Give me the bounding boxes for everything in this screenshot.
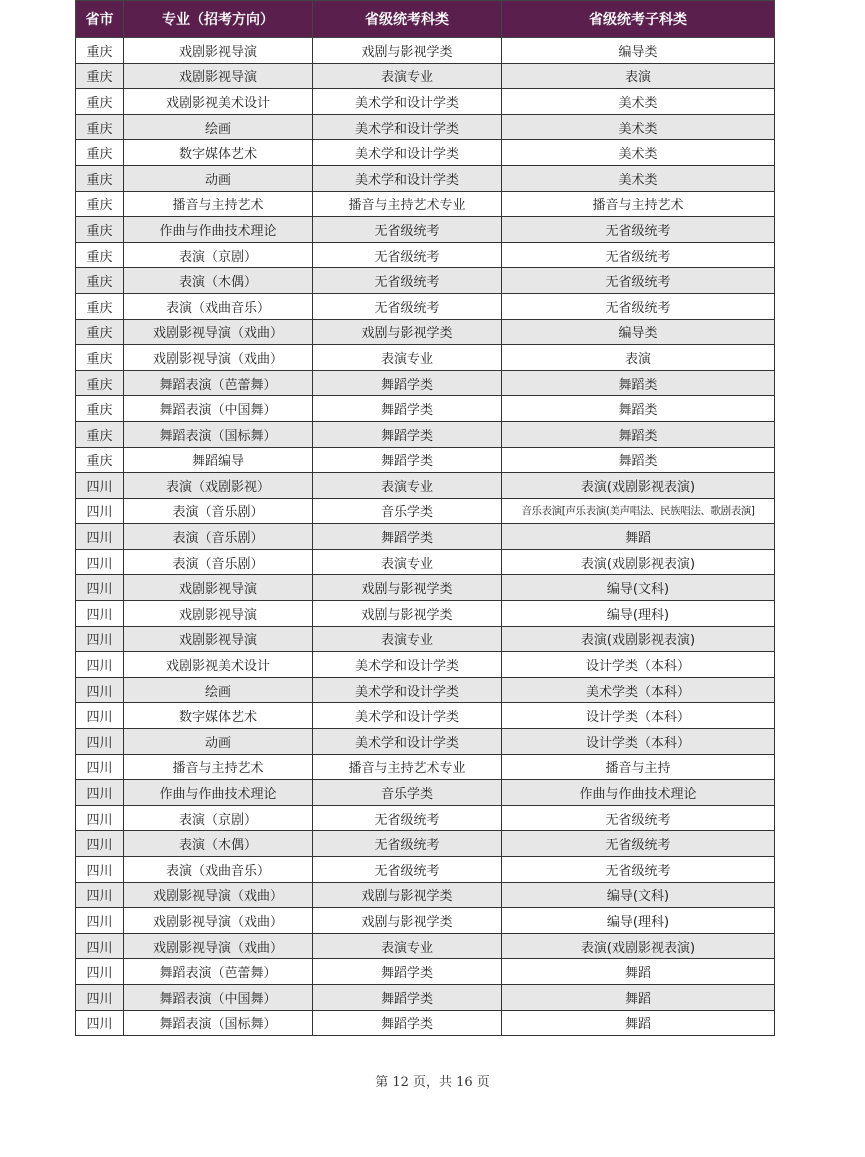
cell-major: 戏剧影视导演（戏曲） [124, 882, 313, 908]
cell-major: 绘画 [124, 114, 313, 140]
cell-province: 四川 [76, 959, 124, 985]
cell-exam-category: 表演专业 [313, 63, 502, 89]
table-row [76, 38, 775, 64]
cell-province: 重庆 [76, 319, 124, 345]
table-row [76, 191, 775, 217]
cell-exam-subcategory: 设计学类（本科） [502, 703, 775, 729]
table-row [76, 703, 775, 729]
cell-province: 重庆 [76, 268, 124, 294]
cell-exam-subcategory: 设计学类（本科） [502, 729, 775, 755]
cell-exam-category: 音乐学类 [313, 498, 502, 524]
cell-major: 播音与主持艺术 [124, 191, 313, 217]
cell-exam-subcategory: 编导(文科) [502, 882, 775, 908]
table-row [76, 524, 775, 550]
cell-exam-category: 美术学和设计学类 [313, 165, 502, 191]
cell-exam-subcategory: 无省级统考 [502, 805, 775, 831]
cell-province: 四川 [76, 754, 124, 780]
cell-exam-category: 无省级统考 [313, 268, 502, 294]
table-row [76, 63, 775, 89]
table-row [76, 677, 775, 703]
cell-province: 四川 [76, 780, 124, 806]
cell-exam-category: 表演专业 [313, 626, 502, 652]
cell-exam-subcategory: 舞蹈类 [502, 370, 775, 396]
cell-province: 四川 [76, 984, 124, 1010]
table-row [76, 805, 775, 831]
header-row [76, 1, 775, 38]
cell-major: 戏剧影视导演（戏曲） [124, 345, 313, 371]
cell-exam-category: 无省级统考 [313, 831, 502, 857]
table-row [76, 473, 775, 499]
table-row [76, 1010, 775, 1036]
cell-major: 舞蹈表演（芭蕾舞） [124, 370, 313, 396]
table-row [76, 959, 775, 985]
cell-province: 重庆 [76, 191, 124, 217]
cell-exam-category: 无省级统考 [313, 217, 502, 243]
cell-province: 四川 [76, 677, 124, 703]
cell-exam-category: 表演专业 [313, 933, 502, 959]
header-exam-category: 省级统考科类 [313, 1, 502, 38]
table-row [76, 421, 775, 447]
cell-province: 四川 [76, 933, 124, 959]
admissions-table-container [75, 0, 774, 1036]
cell-major: 作曲与作曲技术理论 [124, 780, 313, 806]
header-major: 专业（招考方向） [124, 1, 313, 38]
cell-major: 表演（京剧） [124, 805, 313, 831]
cell-exam-category: 播音与主持艺术专业 [313, 191, 502, 217]
cell-major: 舞蹈表演（国标舞） [124, 1010, 313, 1036]
cell-province: 重庆 [76, 217, 124, 243]
table-row [76, 396, 775, 422]
cell-exam-subcategory: 播音与主持 [502, 754, 775, 780]
cell-exam-subcategory: 作曲与作曲技术理论 [502, 780, 775, 806]
cell-exam-category: 美术学和设计学类 [313, 729, 502, 755]
cell-exam-category: 无省级统考 [313, 293, 502, 319]
cell-exam-category: 美术学和设计学类 [313, 703, 502, 729]
cell-province: 重庆 [76, 370, 124, 396]
table-row [76, 601, 775, 627]
cell-exam-subcategory: 舞蹈 [502, 959, 775, 985]
table-header [76, 1, 775, 38]
cell-exam-subcategory: 编导(理科) [502, 908, 775, 934]
cell-exam-category: 美术学和设计学类 [313, 114, 502, 140]
cell-exam-category: 戏剧与影视学类 [313, 908, 502, 934]
cell-exam-subcategory: 无省级统考 [502, 268, 775, 294]
cell-province: 重庆 [76, 63, 124, 89]
cell-exam-subcategory: 舞蹈 [502, 984, 775, 1010]
cell-exam-category: 戏剧与影视学类 [313, 38, 502, 64]
cell-exam-category: 舞蹈学类 [313, 1010, 502, 1036]
cell-exam-category: 舞蹈学类 [313, 959, 502, 985]
table-row [76, 754, 775, 780]
header-province: 省市 [76, 1, 124, 38]
header-exam-subcategory: 省级统考子科类 [502, 1, 775, 38]
cell-province: 重庆 [76, 345, 124, 371]
cell-exam-category: 播音与主持艺术专业 [313, 754, 502, 780]
cell-exam-subcategory: 表演 [502, 345, 775, 371]
cell-province: 四川 [76, 729, 124, 755]
cell-exam-category: 表演专业 [313, 345, 502, 371]
cell-province: 四川 [76, 473, 124, 499]
cell-province: 重庆 [76, 447, 124, 473]
cell-exam-category: 美术学和设计学类 [313, 652, 502, 678]
cell-province: 四川 [76, 805, 124, 831]
cell-exam-subcategory: 美术类 [502, 140, 775, 166]
cell-exam-category: 舞蹈学类 [313, 984, 502, 1010]
cell-exam-category: 无省级统考 [313, 242, 502, 268]
cell-exam-subcategory: 表演(戏剧影视表演) [502, 549, 775, 575]
table-row [76, 319, 775, 345]
cell-province: 重庆 [76, 242, 124, 268]
cell-exam-category: 舞蹈学类 [313, 396, 502, 422]
table-row [76, 908, 775, 934]
cell-exam-category: 美术学和设计学类 [313, 89, 502, 115]
table-row [76, 626, 775, 652]
table-row [76, 268, 775, 294]
cell-province: 重庆 [76, 140, 124, 166]
table-row [76, 729, 775, 755]
table-row [76, 780, 775, 806]
cell-major: 舞蹈表演（芭蕾舞） [124, 959, 313, 985]
cell-exam-subcategory: 舞蹈 [502, 524, 775, 550]
cell-major: 舞蹈表演（中国舞） [124, 984, 313, 1010]
cell-exam-subcategory: 美术类 [502, 114, 775, 140]
cell-exam-subcategory: 音乐表演[声乐表演(美声唱法、民族唱法、歌剧表演] [502, 498, 775, 524]
cell-province: 重庆 [76, 293, 124, 319]
cell-major: 戏剧影视导演 [124, 601, 313, 627]
cell-exam-category: 戏剧与影视学类 [313, 882, 502, 908]
table-row [76, 831, 775, 857]
cell-exam-subcategory: 美术类 [502, 89, 775, 115]
cell-exam-subcategory: 美术类 [502, 165, 775, 191]
cell-exam-category: 无省级统考 [313, 857, 502, 883]
cell-major: 作曲与作曲技术理论 [124, 217, 313, 243]
cell-exam-subcategory: 表演(戏剧影视表演) [502, 473, 775, 499]
cell-exam-category: 美术学和设计学类 [313, 140, 502, 166]
cell-major: 表演（音乐剧） [124, 524, 313, 550]
cell-exam-subcategory: 播音与主持艺术 [502, 191, 775, 217]
cell-exam-category: 表演专业 [313, 549, 502, 575]
cell-province: 重庆 [76, 396, 124, 422]
cell-major: 戏剧影视导演（戏曲） [124, 933, 313, 959]
cell-exam-subcategory: 编导(文科) [502, 575, 775, 601]
cell-province: 四川 [76, 908, 124, 934]
cell-exam-subcategory: 编导(理科) [502, 601, 775, 627]
cell-exam-category: 无省级统考 [313, 805, 502, 831]
table-row [76, 140, 775, 166]
table-row [76, 345, 775, 371]
cell-major: 表演（戏剧影视） [124, 473, 313, 499]
cell-major: 动画 [124, 165, 313, 191]
cell-exam-category: 美术学和设计学类 [313, 677, 502, 703]
table-row [76, 89, 775, 115]
cell-province: 重庆 [76, 165, 124, 191]
cell-exam-subcategory: 舞蹈类 [502, 447, 775, 473]
table-body [76, 38, 775, 1036]
cell-major: 戏剧影视导演（戏曲） [124, 319, 313, 345]
cell-province: 四川 [76, 549, 124, 575]
cell-major: 戏剧影视导演 [124, 38, 313, 64]
cell-exam-subcategory: 舞蹈类 [502, 421, 775, 447]
table-row [76, 447, 775, 473]
cell-exam-category: 舞蹈学类 [313, 421, 502, 447]
cell-province: 重庆 [76, 38, 124, 64]
cell-exam-category: 戏剧与影视学类 [313, 319, 502, 345]
cell-exam-subcategory: 表演 [502, 63, 775, 89]
cell-major: 戏剧影视美术设计 [124, 652, 313, 678]
cell-exam-subcategory: 舞蹈类 [502, 396, 775, 422]
cell-major: 数字媒体艺术 [124, 703, 313, 729]
cell-exam-subcategory: 无省级统考 [502, 242, 775, 268]
table-row [76, 984, 775, 1010]
page-number: 第 12 页，共 16 页 [375, 1075, 490, 1090]
cell-major: 表演（戏曲音乐） [124, 857, 313, 883]
cell-province: 重庆 [76, 114, 124, 140]
cell-major: 戏剧影视导演 [124, 63, 313, 89]
cell-exam-subcategory: 无省级统考 [502, 293, 775, 319]
cell-province: 四川 [76, 857, 124, 883]
cell-exam-subcategory: 无省级统考 [502, 857, 775, 883]
cell-major: 戏剧影视美术设计 [124, 89, 313, 115]
table-row [76, 882, 775, 908]
cell-province: 四川 [76, 626, 124, 652]
cell-exam-subcategory: 编导类 [502, 319, 775, 345]
cell-province: 四川 [76, 1010, 124, 1036]
table-row [76, 549, 775, 575]
cell-major: 表演（木偶） [124, 268, 313, 294]
cell-province: 四川 [76, 498, 124, 524]
cell-exam-subcategory: 设计学类（本科） [502, 652, 775, 678]
cell-major: 动画 [124, 729, 313, 755]
cell-major: 戏剧影视导演（戏曲） [124, 908, 313, 934]
cell-major: 绘画 [124, 677, 313, 703]
cell-province: 四川 [76, 601, 124, 627]
cell-province: 重庆 [76, 89, 124, 115]
table-row [76, 217, 775, 243]
cell-exam-category: 舞蹈学类 [313, 524, 502, 550]
table-row [76, 652, 775, 678]
cell-major: 舞蹈编导 [124, 447, 313, 473]
cell-major: 戏剧影视导演 [124, 575, 313, 601]
cell-exam-subcategory: 表演(戏剧影视表演) [502, 626, 775, 652]
cell-major: 表演（京剧） [124, 242, 313, 268]
cell-major: 播音与主持艺术 [124, 754, 313, 780]
table-row [76, 114, 775, 140]
cell-exam-category: 舞蹈学类 [313, 447, 502, 473]
table-row [76, 498, 775, 524]
table-row [76, 242, 775, 268]
cell-province: 四川 [76, 652, 124, 678]
cell-exam-subcategory: 编导类 [502, 38, 775, 64]
cell-exam-subcategory: 无省级统考 [502, 217, 775, 243]
cell-exam-category: 表演专业 [313, 473, 502, 499]
table-row [76, 165, 775, 191]
cell-major: 表演（音乐剧） [124, 549, 313, 575]
table-row [76, 370, 775, 396]
cell-exam-category: 音乐学类 [313, 780, 502, 806]
cell-major: 舞蹈表演（国标舞） [124, 421, 313, 447]
table-row [76, 933, 775, 959]
cell-major: 表演（戏曲音乐） [124, 293, 313, 319]
cell-exam-category: 戏剧与影视学类 [313, 575, 502, 601]
cell-province: 四川 [76, 703, 124, 729]
admissions-table [75, 0, 775, 1036]
table-row [76, 857, 775, 883]
table-row [76, 575, 775, 601]
table-row [76, 293, 775, 319]
cell-province: 四川 [76, 524, 124, 550]
cell-exam-subcategory: 表演(戏剧影视表演) [502, 933, 775, 959]
cell-exam-subcategory: 无省级统考 [502, 831, 775, 857]
cell-province: 四川 [76, 575, 124, 601]
cell-major: 数字媒体艺术 [124, 140, 313, 166]
cell-province: 四川 [76, 831, 124, 857]
cell-exam-category: 舞蹈学类 [313, 370, 502, 396]
cell-exam-category: 戏剧与影视学类 [313, 601, 502, 627]
cell-province: 重庆 [76, 421, 124, 447]
cell-major: 表演（音乐剧） [124, 498, 313, 524]
cell-exam-subcategory: 舞蹈 [502, 1010, 775, 1036]
cell-major: 表演（木偶） [124, 831, 313, 857]
cell-major: 舞蹈表演（中国舞） [124, 396, 313, 422]
cell-exam-subcategory: 美术学类（本科） [502, 677, 775, 703]
cell-major: 戏剧影视导演 [124, 626, 313, 652]
cell-province: 四川 [76, 882, 124, 908]
